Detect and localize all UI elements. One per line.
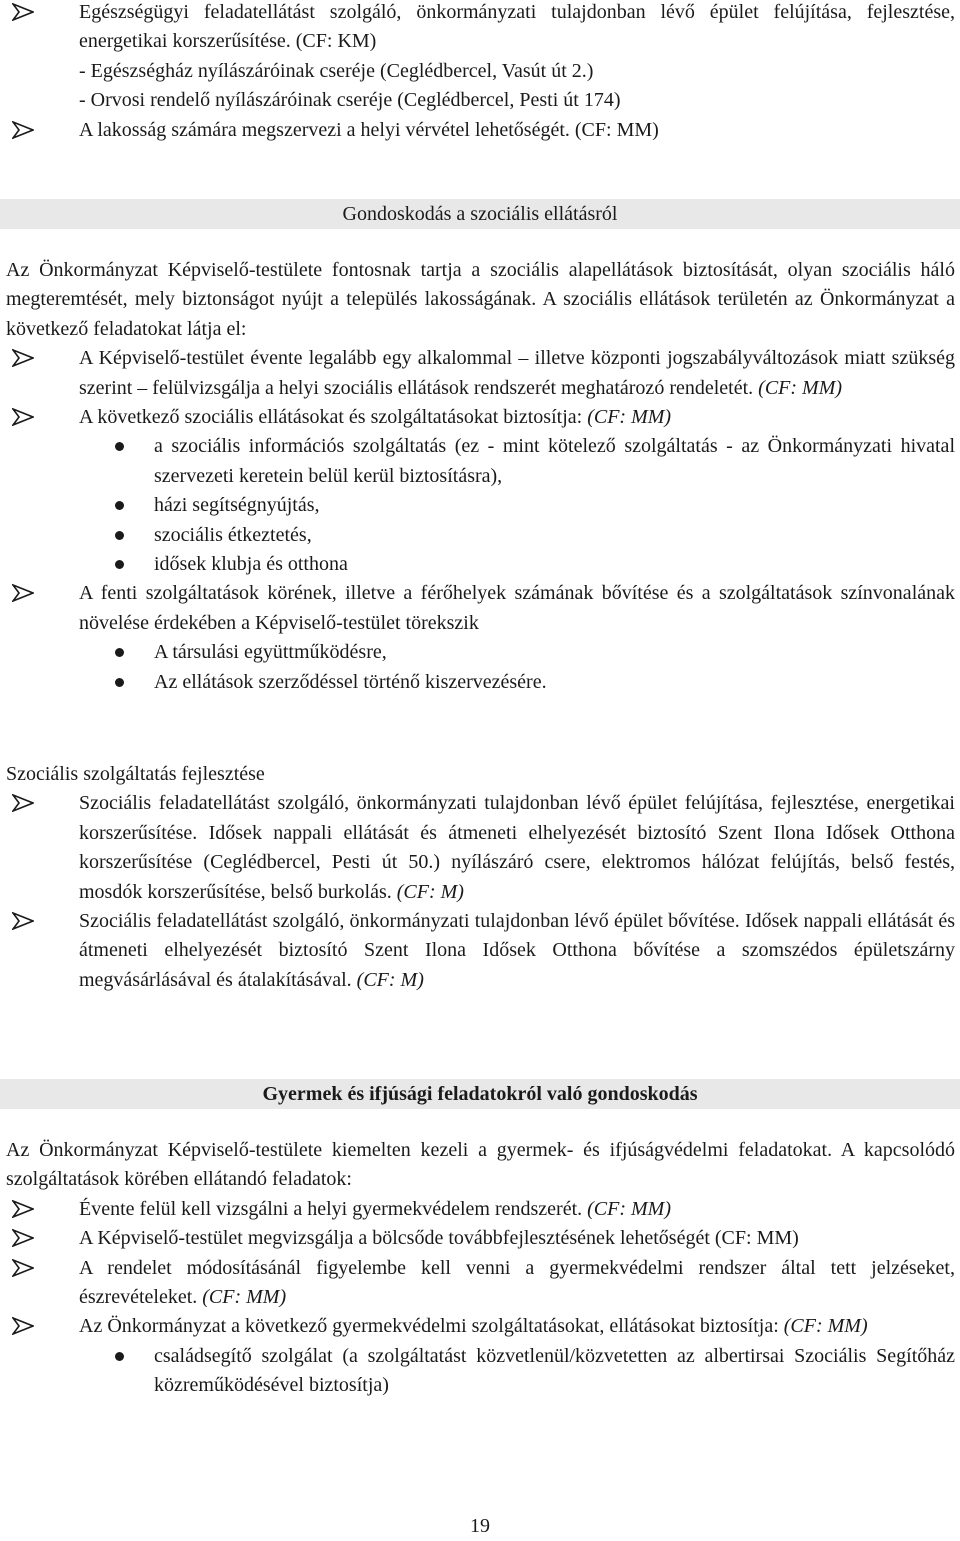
list-item-text: Az Önkormányzat a következő gyermekvédelmi szolgáltatásokat, ellátásokat biztosítja: — [79, 1315, 779, 1338]
cf-tag: (CF: MM) — [783, 1315, 868, 1338]
list-item-text: A következő szociális ellátásokat és szolgáltatásokat biztosítja: — [79, 406, 583, 429]
bullet-item — [6, 432, 955, 491]
section-heading-bar — [0, 1079, 960, 1109]
cf-tag: (CF: M) — [356, 968, 424, 991]
list-item — [6, 116, 955, 145]
section-paragraph: Az Önkormányzat Képviselő-testülete kiemelten kezeli a gyermek- és ifjúságvédelmi feladatokat. A kapcsolódó szolgáltatások körében ellátandó feladatok: — [6, 1139, 955, 1191]
list-item — [6, 403, 955, 432]
cf-tag: (CF: MM) — [587, 406, 672, 429]
bullet-item — [6, 668, 955, 697]
bullet-dot-icon — [115, 678, 124, 687]
list-item — [6, 1195, 955, 1224]
bullet-text: családsegítő szolgálat (a szolgáltatást közvetlenül/közvetetten az albertirsai Szociális Segítőház közreműködésével biztosítja) — [154, 1344, 955, 1397]
list-item — [6, 1312, 955, 1341]
section-heading: Gondoskodás a szociális ellátásról — [342, 203, 618, 225]
section-paragraph: Az Önkormányzat Képviselő-testülete fontosnak tartja a szociális alapellátások biztosítását, olyan szociális háló megteremtését, mely biztonságot nyújt a település lakosságának. A szociális ellátások területén az Önkormányzat a következő feladatokat látja el: — [6, 259, 955, 340]
bullet-item — [6, 550, 955, 579]
list-item — [6, 789, 955, 907]
arrow-bullet-icon — [12, 408, 34, 426]
list-item-text: A lakosság számára megszervezi a helyi vérvétel lehetőségét. (CF: MM) — [79, 118, 659, 141]
list-item — [6, 1224, 955, 1253]
page-number: 19 — [470, 1515, 490, 1537]
intro-list — [6, 0, 955, 145]
list-item — [6, 344, 955, 403]
bullet-item — [6, 521, 955, 550]
bullet-item — [6, 638, 955, 667]
list-item — [6, 579, 955, 638]
cf-tag: (CF: MM) — [758, 376, 843, 399]
arrow-bullet-icon — [12, 121, 34, 139]
arrow-bullet-icon — [12, 584, 34, 602]
list-item — [6, 57, 955, 86]
bullet-list — [6, 638, 955, 697]
section-heading: Gyermek és ifjúsági feladatokról való gondoskodás — [262, 1083, 698, 1105]
arrow-bullet-icon — [12, 794, 34, 812]
arrow-bullet-icon — [12, 1317, 34, 1335]
arrow-bullet-icon — [12, 1200, 34, 1218]
list-item-text: - Egészségház nyílászáróinak cseréje (Ceglédbercel, Vasút út 2.) — [79, 59, 594, 82]
list-item-text: A rendelet módosításánál figyelembe kell venni a gyermekvédelmi rendszer által tett jelzéseket, észrevételeket. — [79, 1256, 955, 1309]
arrow-bullet-icon — [12, 912, 34, 930]
list-item — [6, 907, 955, 995]
list-item-text: A Képviselő-testület megvizsgálja a bölcsőde továbbfejlesztésének lehetőségét (CF: MM) — [79, 1227, 799, 1250]
list-item — [6, 86, 955, 115]
bullet-text: Az ellátások szerződéssel történő kiszervezésére. — [154, 670, 547, 693]
cf-tag: (CF: MM) — [587, 1197, 671, 1220]
bullet-text: a szociális információs szolgáltatás (ez - mint kötelező szolgáltatás - az Önkormányzati hivatal szervezeti keretein belül kerül biztosításra), — [154, 435, 955, 487]
list-item-text: Egészségügyi feladatellátást szolgáló, önkormányzati tulajdonban lévő épület felújítása, fejlesztése, energetikai korszerűsítése. (CF: KM) — [79, 1, 955, 53]
bullet-dot-icon — [115, 1352, 124, 1361]
list-item — [6, 0, 955, 57]
bullet-dot-icon — [115, 501, 124, 510]
arrow-bullet-icon — [12, 1259, 34, 1277]
bullet-text: idősek klubja és otthona — [154, 553, 348, 576]
bullet-dot-icon — [115, 560, 124, 569]
section-heading-bar — [0, 199, 960, 229]
bullet-text: szociális étkeztetés, — [154, 523, 312, 546]
bullet-list — [6, 432, 955, 579]
cf-tag: (CF: MM) — [202, 1286, 287, 1309]
bullet-item — [6, 1342, 955, 1401]
cf-tag: (CF: M) — [396, 880, 464, 903]
arrow-bullet-icon — [12, 349, 34, 367]
bullet-dot-icon — [115, 442, 124, 451]
bullet-dot-icon — [115, 648, 124, 657]
section-youth — [6, 1136, 955, 1401]
bullet-dot-icon — [115, 531, 124, 540]
list-item-text: - Orvosi rendelő nyílászáróinak cseréje (Ceglédbercel, Pesti út 174) — [79, 89, 621, 112]
section-social-service-dev — [6, 760, 955, 995]
section-social-care — [6, 256, 955, 697]
list-item — [6, 1254, 955, 1313]
list-item-text: Szociális feladatellátást szolgáló, önkormányzati tulajdonban lévő épület felújítása, fejlesztése, energetikai korszerűsítése. Idősek nappali ellátását és átmeneti elhelyezését biztosító Szent Ilona Idősek Otthona korszerűsítése (Ceglédbercel, Pesti út 50.) nyílászáró csere, elektromos hálózat felújítás, belső festés, mosdók korszerűsítése, belső burkolás. — [79, 792, 955, 903]
list-item-text: A Képviselő-testület évente legalább egy alkalommal – illetve központi jogszabályváltozások miatt szükség szerint – felülvizsgálja a helyi szociális ellátások rendszerét meghatározó rendeletét. — [79, 347, 955, 399]
arrow-bullet-icon — [12, 1229, 34, 1247]
list-item-text: Évente felül kell vizsgálni a helyi gyermekvédelem rendszerét. — [79, 1197, 583, 1220]
bullet-text: házi segítségnyújtás, — [154, 494, 320, 517]
bullet-list — [6, 1342, 955, 1401]
list-item-text: A fenti szolgáltatások körének, illetve a férőhelyek számának bővítése és a szolgáltatások színvonalának növelése érdekében a Képviselő-testület törekszik — [79, 582, 955, 634]
list-item-text: Szociális feladatellátást szolgáló, önkormányzati tulajdonban lévő épület bővítése. Idősek nappali ellátását és átmeneti elhelyezését biztosító Szent Ilona Idősek Otthona bővítése a szomszédos épületszárny megvásárlásával és átalakításával. — [79, 910, 955, 991]
bullet-item — [6, 491, 955, 520]
section-subheading: Szociális szolgáltatás fejlesztése — [6, 763, 265, 785]
arrow-bullet-icon — [12, 3, 34, 21]
bullet-text: A társulási együttműködésre, — [154, 641, 387, 664]
